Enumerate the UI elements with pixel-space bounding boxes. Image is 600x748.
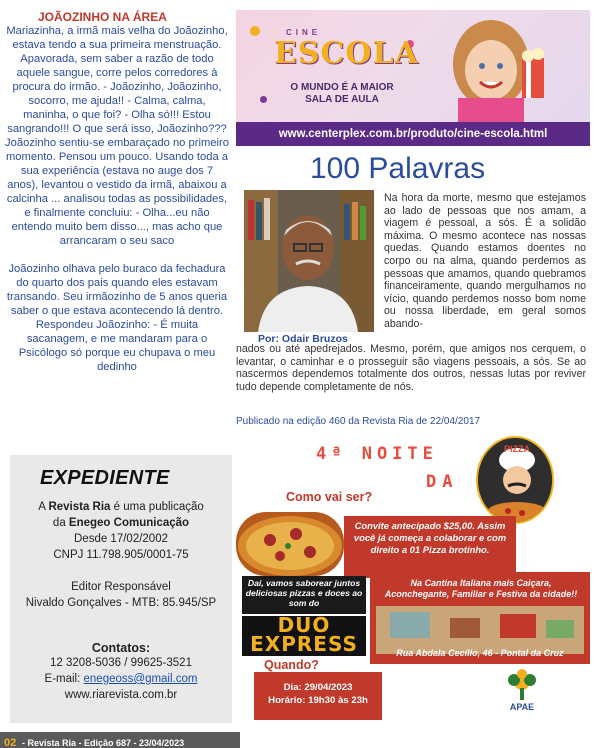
cine-ad-banner: [236, 10, 590, 122]
contacts-website[interactable]: www.riarevista.com.br: [64, 689, 178, 701]
expediente-line-1-suffix: é uma publicação: [110, 501, 204, 513]
author-caption: Por: Odair Bruzos: [258, 333, 348, 345]
joaozinho-title: JOÃOZINHO NA ÁREA: [38, 10, 167, 24]
cine-slogan: O MUNDO É A MAIOR SALA DE AULA: [290, 82, 394, 105]
noite-title-line-2: DA: [426, 472, 459, 492]
pizza-chef-logo: [476, 436, 554, 524]
apae-flower-icon: [492, 668, 552, 702]
contacts-email-line: [10, 673, 232, 685]
footer-bar: [0, 732, 240, 748]
duo-express-box: [242, 576, 366, 654]
expediente-line-1-prefix: A: [38, 501, 49, 513]
convite-box: Convite antecipado $25,00. Assim você já começa a colaborar e com direito a 01 Pizza brotinho.: [344, 516, 516, 578]
quando-heading: Quando?: [264, 658, 319, 672]
cantina-box: [370, 572, 590, 664]
author-photo: [244, 190, 374, 332]
contacts-phones: 12 3208-5036 / 99625-3521: [50, 657, 192, 669]
palavras-text-column: Na hora da morte, mesmo que estejamos ao lado de pessoas que nos amam, a viagem é pessoal, a sós. É a solidão máxima. O mesmo acontece nas nossas quedas. Quando estamos doentes no corpo ou na alma, quando perdemos as pessoas que amamos, quando quebramos financeiramente, quando mergulhamos no vício, quando perdemos nosso bom nome ou nossa liberdade, em geral somos abando-: [384, 192, 586, 330]
editor-label: Editor Responsável: [71, 581, 171, 593]
cantina-address: Rua Abdala Cecílio, 46 - Pontal da Cruz: [396, 648, 564, 658]
expediente-line-2-bold: Enegeo Comunicação: [68, 517, 190, 529]
footer-edition: - Revista Ria - Edição 687 - 23/04/2023: [22, 738, 185, 748]
editor-name: Nivaldo Gonçalves - MTB: 85.945/SP: [25, 597, 217, 609]
palavras-publication-note: Publicado na edição 460 da Revista Ria de 22/04/2017: [236, 416, 481, 427]
expediente-line-1: [10, 501, 232, 513]
noite-title-line-1: 4ª NOITE: [316, 444, 438, 464]
confetti-icon: [260, 96, 267, 103]
expediente-line-2: [10, 517, 232, 529]
expediente-line-1-bold: Revista Ria: [48, 501, 111, 513]
footer-page-number: 02: [4, 737, 17, 748]
duo-logo-line-1: DUO: [277, 613, 331, 637]
girl-with-popcorn-illustration: [436, 18, 546, 122]
date-time-box: [254, 672, 382, 720]
palavras-text-continued: nados ou até apedrejados. Mesmo, porém, que amigos nos cerquem, o levantar, o caminhar e o prosseguir são viagens pessoais, a sós. Se ao nascermos dependemos totalmente dos outros, nessas lutas por reviver tudo depende completamente de nós.: [236, 343, 586, 393]
apae-logo: [492, 668, 552, 720]
palavras-title: 100 Palavras: [310, 152, 486, 185]
pizza-night-ad: [236, 432, 590, 728]
confetti-icon: [250, 26, 260, 36]
expediente-cnpj: CNPJ 11.798.905/0001-75: [53, 549, 189, 561]
duo-express-logo: [242, 613, 366, 656]
expediente-since: Desde 17/02/2002: [74, 533, 168, 545]
page-footer: [0, 728, 600, 748]
expediente-box: [10, 455, 232, 723]
contacts-title: Contatos:: [91, 641, 151, 655]
chef-logo-text: PIZZA: [504, 444, 530, 454]
cantina-text: Na Cantina Italiana mais Caiçara, Aconchegante, Familiar e Festiva da cidade!!: [384, 578, 578, 599]
joaozinho-paragraph-1: Mariazinha, a irmã mais velha do Joãozinho, estava tendo a sua primeira menstruação. Apavorada, sem saber a razão de todo aquele sangue, corre pelos corredores à procura do irmão. - Joãozinho, Joãozinho, socorro, me ajuda!! - Calma, calma, maninha, o que foi? - Olha só!!! Estou sangrando!!! O que será isso, Joãozinho??? Joãozinho sentiu-se embaraçado no primeiro momento. Pensou um pouco. Usando toda a sua experiência (estava no auge dos 7 anos), levantou o vestido da irmã, abaixou a calcinha ... analisou todas as possibilidades, e finalmente concluiu: - Olha...eu não entendo muito bem disso..., mas acho que arrancaram o seu saco: [5, 25, 229, 247]
cine-escola-ad[interactable]: [236, 10, 590, 146]
expediente-title: EXPEDIENTE: [40, 467, 170, 489]
event-time: Horário: 19h30 às 23h: [268, 695, 368, 706]
chef-icon: [478, 438, 554, 524]
contacts-email-link[interactable]: enegeoss@gmail.com: [83, 673, 198, 685]
author-portrait-illustration: [244, 190, 374, 332]
pizza-icon: [236, 512, 344, 576]
duo-express-text: Daí, vamos saborear juntos deliciosas pizzas e doces ao som do: [242, 576, 366, 614]
event-date: Dia: 29/04/2023: [283, 682, 353, 693]
cine-small-label: CINE: [286, 28, 322, 37]
como-vai-ser-heading: Como vai ser?: [286, 490, 373, 504]
pizza-photo: [236, 512, 344, 576]
contacts-email-label: E-mail:: [44, 673, 84, 685]
joaozinho-paragraph-2: Joãozinho olhava pelo buraco da fechadura do quarto dos pais quando eles estavam transando. Seu irmãozinho de 5 anos queria saber o que estava acontecendo lá dentro. Respondeu Joãozinho: - É muita sacanagem, e me mandaram para o Psicólogo só porque eu chupava o meu dedinho: [6, 263, 228, 373]
duo-logo-line-2: EXPRESS: [250, 632, 358, 656]
expediente-line-2-prefix: da: [52, 517, 69, 529]
cine-ad-url[interactable]: www.centerplex.com.br/produto/cine-escola.html: [236, 122, 590, 146]
apae-label: APAE: [509, 702, 535, 712]
joaozinho-article: [4, 24, 230, 388]
cine-escola-logo: ESCOLA: [274, 36, 419, 71]
